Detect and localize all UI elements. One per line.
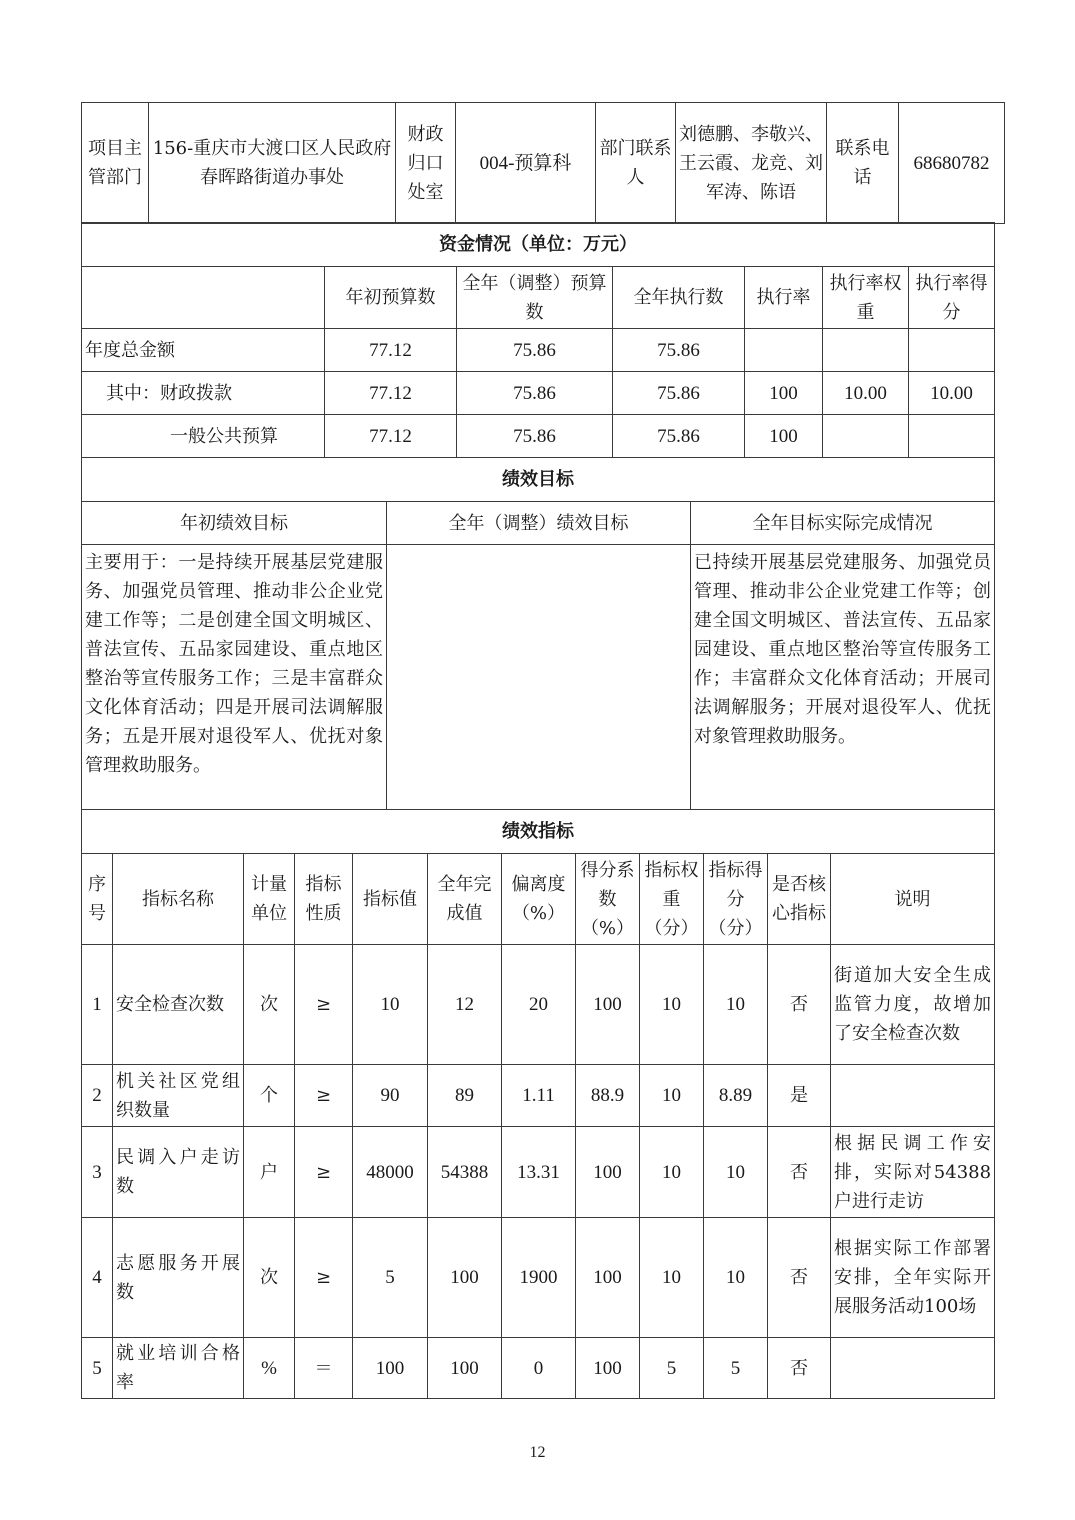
phone-label: 联系电话 <box>827 103 899 224</box>
indicator-unit: 次 <box>244 1218 295 1338</box>
indicator-score: 5 <box>704 1338 768 1399</box>
indicators-table <box>81 809 995 1399</box>
funds-row-label: 其中：财政拨款 <box>82 372 325 415</box>
indicator-score: 10 <box>704 1218 768 1338</box>
dept-label: 项目主管部门 <box>82 103 149 224</box>
indicator-note: 根据民调工作安排，实际对54388户进行走访 <box>831 1127 995 1218</box>
funds-row-label: 年度总金额 <box>82 329 325 372</box>
indicators-header: 指标名称 <box>113 854 244 945</box>
funds-cell: 10.00 <box>909 372 995 415</box>
indicator-nature: ≥ <box>295 1065 353 1127</box>
contact-value: 刘德鹏、李敬兴、王云霞、龙竞、刘军涛、陈语 <box>676 103 827 224</box>
indicator-note <box>831 1338 995 1399</box>
goals-table <box>81 457 995 810</box>
indicator-name: 就业培训合格率 <box>113 1338 244 1399</box>
project-info-table <box>81 102 1005 224</box>
indicator-unit: % <box>244 1338 295 1399</box>
indicators-header: 得分系数（%） <box>576 854 640 945</box>
funds-cell: 75.86 <box>613 372 745 415</box>
indicators-title: 绩效指标 <box>82 810 995 854</box>
funds-cell: 75.86 <box>457 415 613 458</box>
indicator-weight: 10 <box>640 1127 704 1218</box>
funds-cell: 100 <box>745 415 823 458</box>
indicator-unit: 户 <box>244 1127 295 1218</box>
goals-header-actual: 全年目标实际完成情况 <box>691 502 995 545</box>
indicator-core: 否 <box>768 1338 831 1399</box>
indicator-actual: 100 <box>428 1338 502 1399</box>
indicator-target: 10 <box>353 945 428 1065</box>
indicator-note <box>831 1065 995 1127</box>
indicator-deviation: 13.31 <box>502 1127 576 1218</box>
indicator-score: 10 <box>704 1127 768 1218</box>
indicator-core: 否 <box>768 945 831 1065</box>
indicator-core: 否 <box>768 1218 831 1338</box>
indicator-actual: 54388 <box>428 1127 502 1218</box>
indicator-coef: 100 <box>576 1338 640 1399</box>
indicator-deviation: 20 <box>502 945 576 1065</box>
indicator-target: 48000 <box>353 1127 428 1218</box>
indicator-target: 100 <box>353 1338 428 1399</box>
indicator-nature: ＝ <box>295 1338 353 1399</box>
funds-row <box>82 329 995 372</box>
fin-value: 004-预算科 <box>456 103 596 224</box>
indicator-coef: 100 <box>576 1127 640 1218</box>
indicators-header: 指标性质 <box>295 854 353 945</box>
funds-cell: 10.00 <box>823 372 909 415</box>
funds-header: 执行率得分 <box>909 267 995 329</box>
indicator-row <box>82 945 995 1065</box>
indicator-row <box>82 1065 995 1127</box>
indicator-score: 8.89 <box>704 1065 768 1127</box>
indicator-weight: 10 <box>640 1065 704 1127</box>
indicator-deviation: 1900 <box>502 1218 576 1338</box>
funds-row <box>82 372 995 415</box>
indicator-nature: ≥ <box>295 1218 353 1338</box>
funds-header: 全年执行数 <box>613 267 745 329</box>
funds-cell: 77.12 <box>325 329 457 372</box>
funds-cell <box>823 415 909 458</box>
indicator-actual: 89 <box>428 1065 502 1127</box>
indicator-deviation: 0 <box>502 1338 576 1399</box>
indicator-core: 是 <box>768 1065 831 1127</box>
indicator-no: 1 <box>82 945 113 1065</box>
funds-cell: 77.12 <box>325 415 457 458</box>
indicators-header: 指标权重（分） <box>640 854 704 945</box>
fin-label: 财政归口处室 <box>396 103 456 224</box>
funds-row-label: 一般公共预算 <box>82 415 325 458</box>
indicator-target: 5 <box>353 1218 428 1338</box>
indicators-header: 全年完成值 <box>428 854 502 945</box>
funds-header-blank <box>82 267 325 329</box>
indicator-nature: ≥ <box>295 945 353 1065</box>
funds-cell: 75.86 <box>613 329 745 372</box>
indicator-unit: 个 <box>244 1065 295 1127</box>
funds-cell: 100 <box>745 372 823 415</box>
indicators-header: 说明 <box>831 854 995 945</box>
indicator-name: 民调入户走访数 <box>113 1127 244 1218</box>
goals-header-initial: 年初绩效目标 <box>82 502 387 545</box>
indicators-header: 指标得分（分） <box>704 854 768 945</box>
funds-cell: 75.86 <box>457 372 613 415</box>
indicator-row <box>82 1218 995 1338</box>
indicator-note: 街道加大安全生成监管力度，故增加了安全检查次数 <box>831 945 995 1065</box>
dept-value: 156-重庆市大渡口区人民政府春晖路街道办事处 <box>149 103 396 224</box>
funds-header: 年初预算数 <box>325 267 457 329</box>
funds-header: 执行率权重 <box>823 267 909 329</box>
indicator-coef: 100 <box>576 1218 640 1338</box>
indicator-note: 根据实际工作部署安排，全年实际开展服务活动100场 <box>831 1218 995 1338</box>
indicator-name: 安全检查次数 <box>113 945 244 1065</box>
indicator-no: 5 <box>82 1338 113 1399</box>
funds-cell <box>823 329 909 372</box>
funds-cell: 77.12 <box>325 372 457 415</box>
goals-actual-text: 已持续开展基层党建服务、加强党员管理、推动非公企业党建工作等；创建全国文明城区、普法宣传、五品家园建设、重点地区整治等宣传服务工作；丰富群众文化体育活动；开展司法调解服务；开展对退役军人、优抚对象管理救助服务。 <box>691 545 995 810</box>
funds-cell: 75.86 <box>457 329 613 372</box>
funds-cell <box>909 415 995 458</box>
contact-label: 部门联系人 <box>596 103 676 224</box>
indicator-name: 志愿服务开展数 <box>113 1218 244 1338</box>
indicators-header: 指标值 <box>353 854 428 945</box>
indicator-unit: 次 <box>244 945 295 1065</box>
funds-cell <box>909 329 995 372</box>
page-number: 12 <box>529 1444 546 1461</box>
indicator-coef: 88.9 <box>576 1065 640 1127</box>
indicator-nature: ≥ <box>295 1127 353 1218</box>
goals-header-adjusted: 全年（调整）绩效目标 <box>387 502 691 545</box>
indicator-no: 2 <box>82 1065 113 1127</box>
indicator-no: 3 <box>82 1127 113 1218</box>
indicator-no: 4 <box>82 1218 113 1338</box>
indicator-weight: 5 <box>640 1338 704 1399</box>
funds-header: 全年（调整）预算数 <box>457 267 613 329</box>
indicator-weight: 10 <box>640 1218 704 1338</box>
indicators-header: 是否核心指标 <box>768 854 831 945</box>
funds-title: 资金情况（单位：万元） <box>82 223 995 267</box>
indicator-target: 90 <box>353 1065 428 1127</box>
indicators-header: 序号 <box>82 854 113 945</box>
indicator-row <box>82 1127 995 1218</box>
funds-header: 执行率 <box>745 267 823 329</box>
funds-row <box>82 415 995 458</box>
indicators-header: 计量单位 <box>244 854 295 945</box>
indicator-actual: 100 <box>428 1218 502 1338</box>
funds-cell: 75.86 <box>613 415 745 458</box>
goals-initial-text: 主要用于：一是持续开展基层党建服务、加强党员管理、推动非公企业党建工作等；二是创建全国文明城区、普法宣传、五品家园建设、重点地区整治等宣传服务工作；三是丰富群众文化体育活动；四是开展司法调解服务；五是开展对退役军人、优抚对象管理救助服务。 <box>82 545 387 810</box>
indicator-score: 10 <box>704 945 768 1065</box>
indicator-row <box>82 1338 995 1399</box>
goals-adjusted-text <box>387 545 691 810</box>
indicators-header: 偏离度（%） <box>502 854 576 945</box>
goals-title: 绩效目标 <box>82 458 995 502</box>
indicator-weight: 10 <box>640 945 704 1065</box>
funds-table <box>81 222 995 458</box>
indicator-actual: 12 <box>428 945 502 1065</box>
indicator-core: 否 <box>768 1127 831 1218</box>
funds-cell <box>745 329 823 372</box>
indicator-deviation: 1.11 <box>502 1065 576 1127</box>
indicator-name: 机关社区党组织数量 <box>113 1065 244 1127</box>
indicator-coef: 100 <box>576 945 640 1065</box>
phone-value: 68680782 <box>899 103 1005 224</box>
